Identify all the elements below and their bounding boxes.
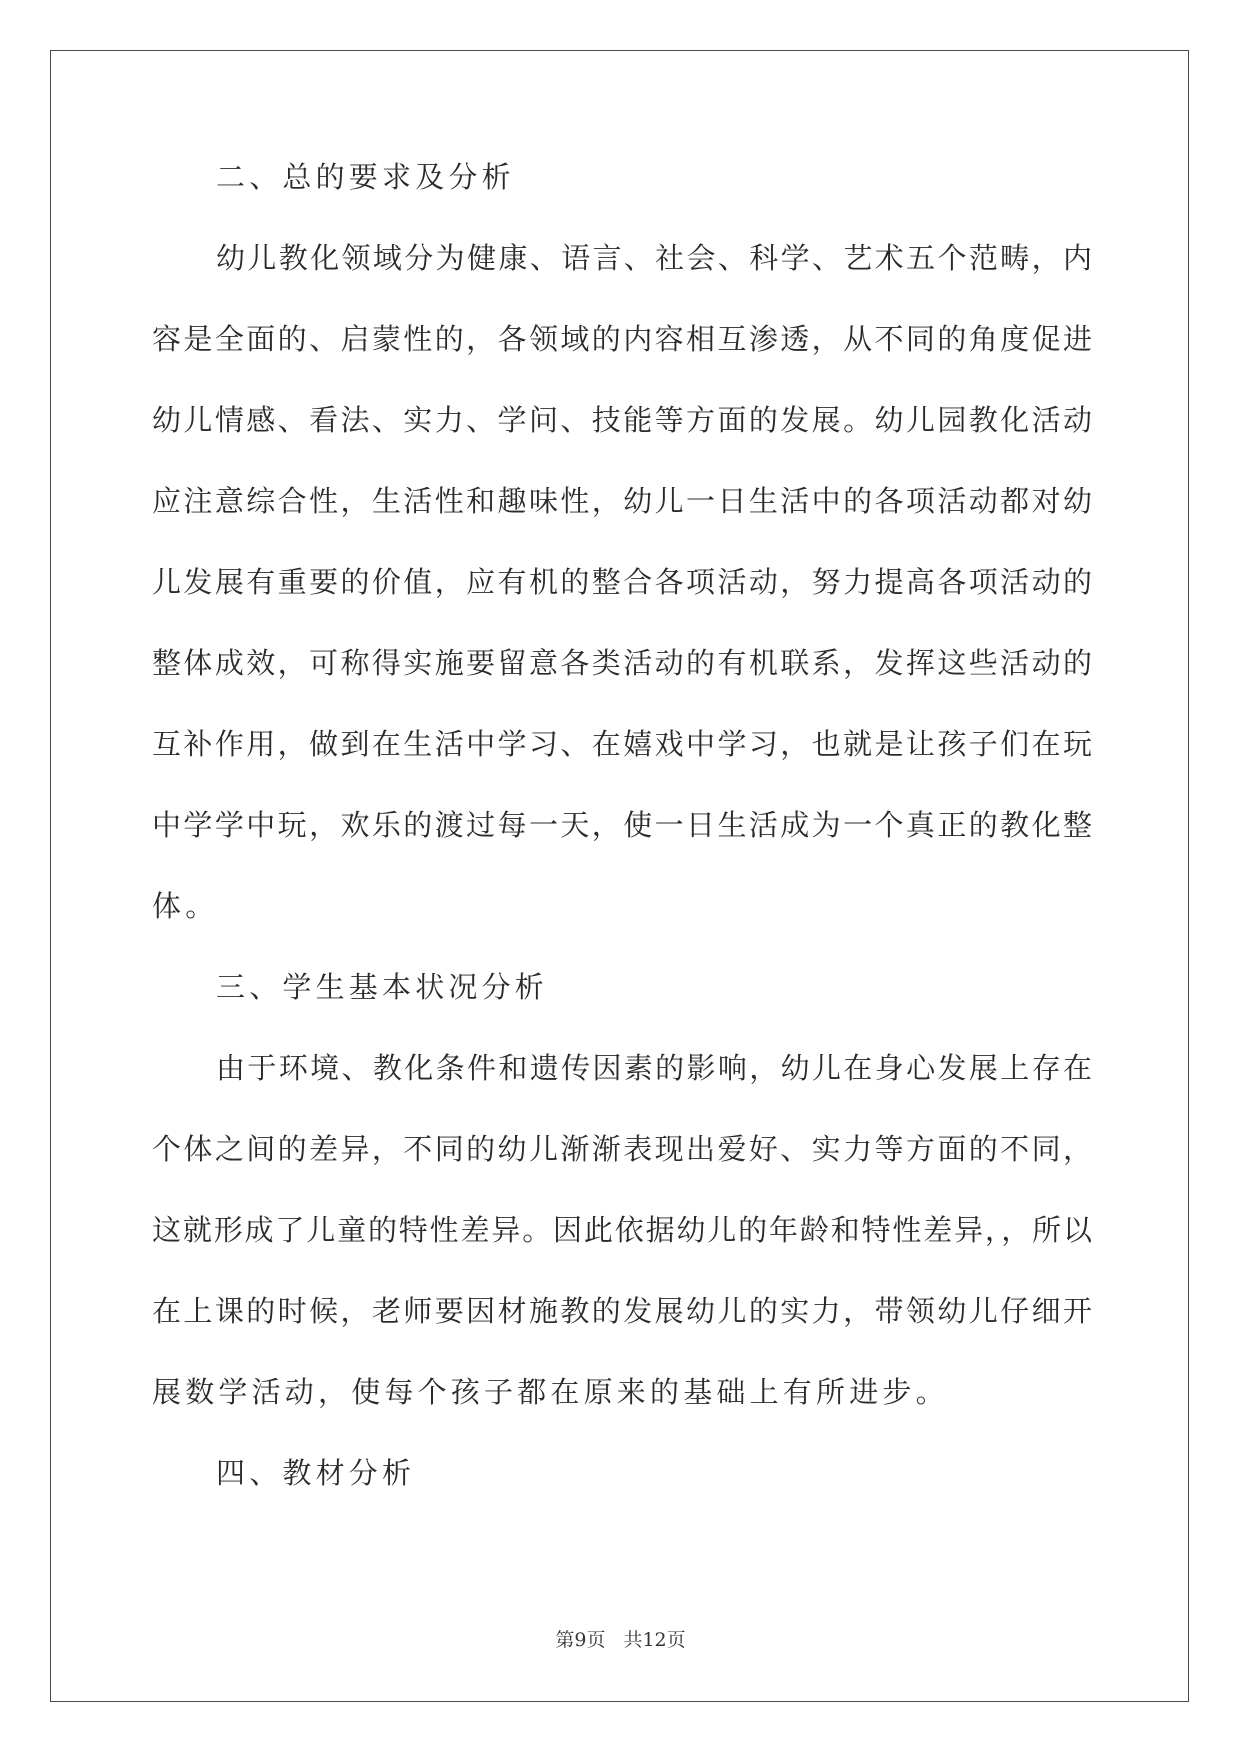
paragraph-line: 整体成效，可称得实施要留意各类活动的有机联系，发挥这些活动的 — [152, 646, 1092, 680]
paragraph-line: 个体之间的差异，不同的幼儿渐渐表现出爱好、实力等方面的不同， — [152, 1132, 1092, 1166]
paragraph-line: 在上课的时候，老师要因材施教的发展幼儿的实力，带领幼儿仔细开 — [152, 1294, 1092, 1328]
paragraph-line: 中学学中玩，欢乐的渡过每一天，使一日生活成为一个真正的教化整 — [152, 808, 1092, 842]
paragraph-line: 由于环境、教化条件和遗传因素的影响，幼儿在身心发展上存在 — [216, 1051, 1092, 1085]
paragraph-line: 体。 — [152, 889, 219, 923]
section-heading: 四、教材分析 — [216, 1456, 416, 1490]
paragraph-line: 这就形成了儿童的特性差异。因此依据幼儿的年龄和特性差异，，所以 — [152, 1213, 1092, 1247]
paragraph-line: 幼儿教化领域分为健康、语言、社会、科学、艺术五个范畴，内 — [216, 241, 1092, 275]
paragraph-line: 幼儿情感、看法、实力、学问、技能等方面的发展。幼儿园教化活动 — [152, 403, 1092, 437]
section-heading: 三、学生基本状况分析 — [216, 970, 549, 1004]
page-footer — [0, 1625, 1241, 1652]
paragraph-line: 展数学活动，使每个孩子都在原来的基础上有所进步。 — [152, 1375, 949, 1409]
paragraph-line: 应注意综合性，生活性和趣味性，幼儿一日生活中的各项活动都对幼 — [152, 484, 1092, 518]
page-total: 共12页 — [623, 1629, 686, 1651]
section-heading: 二、总的要求及分析 — [216, 160, 515, 194]
page-number: 第9页 — [555, 1629, 606, 1651]
paragraph-line: 儿发展有重要的价值，应有机的整合各项活动，努力提高各项活动的 — [152, 565, 1092, 599]
document-body — [152, 162, 1092, 1539]
paragraph-line: 容是全面的、启蒙性的，各领域的内容相互渗透，从不同的角度促进 — [152, 322, 1092, 356]
paragraph-line: 互补作用，做到在生活中学习、在嬉戏中学习，也就是让孩子们在玩 — [152, 727, 1092, 761]
